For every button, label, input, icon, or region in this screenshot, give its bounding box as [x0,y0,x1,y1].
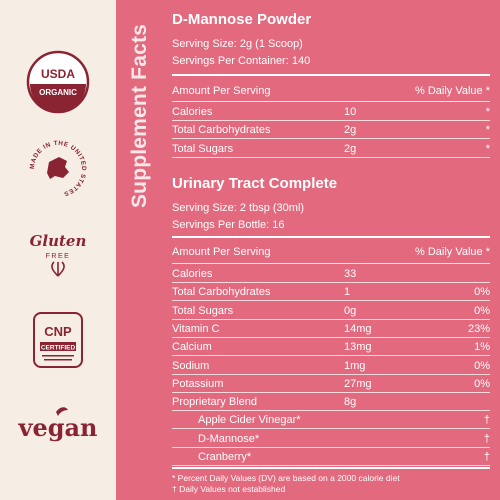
product1-title: D-Mannose Powder [172,11,312,28]
table-row [172,283,490,301]
table-row [172,103,490,121]
nutrient-amount: 8g [344,396,357,409]
free-text: FREE [45,253,71,260]
divider [172,101,490,102]
nutrient-name: Potassium [172,377,224,390]
nutrient-dv: 0% [474,359,490,372]
product2-serving-size: Serving Size: 2 tbsp (30ml) [172,202,305,214]
footnote-not-established: † Daily Values not established [172,484,286,494]
divider [172,263,490,264]
nutrient-dv: 0% [474,377,490,390]
nutrient-amount: 33 [344,268,357,280]
nutrient-dv: * [485,142,490,155]
footnote-dv: * Percent Daily Values (DV) are based on a 2000 calorie diet [172,473,400,483]
cnp-certified-badge [0,310,116,370]
table-row [172,393,490,411]
table-row [172,430,490,448]
nutrient-dv: * [485,124,490,137]
dv-header: % Daily Value * [415,85,490,97]
nutrient-dv: † [483,451,490,463]
usda-organic-seal [0,50,116,114]
table-row [172,448,490,466]
product2-title: Urinary Tract Complete [172,175,338,192]
nutrient-name: Cranberry* [198,451,252,463]
side-title-text: Supplement Facts [128,23,151,209]
nutrient-dv: * [485,106,490,118]
table-row [172,121,490,139]
cnp-text: CNP [44,324,72,339]
divider [172,467,490,469]
table-row [172,265,490,283]
made-in-usa-text: MADE IN THE UNITED STATES [28,139,88,198]
vegan-badge [0,400,116,450]
usda-text: USDA [40,67,76,81]
organic-text: ORGANIC [39,88,77,97]
table-row [172,302,490,320]
product1-serving-size: Serving Size: 2g (1 Scoop) [172,38,303,50]
product1-servings-per: Servings Per Container: 140 [172,55,311,67]
dv-header: % Daily Value * [415,246,490,258]
row-divider [172,157,490,158]
nutrient-dv: † [483,414,490,427]
nutrient-dv: 0% [474,304,490,317]
supplement-facts-vertical-title [116,0,164,500]
nutrient-amount: 1mg [344,359,366,372]
nutrient-name: Calories [172,268,213,280]
divider [172,236,490,238]
nutrient-amount: 1 [344,286,351,299]
nutrient-amount: 13mg [344,341,372,354]
nutrient-amount: 2g [344,124,357,137]
nutrient-name: Total Sugars [172,304,234,317]
row-divider [172,465,490,466]
nutrient-name: Calcium [172,341,212,354]
nutrient-name: Apple Cider Vinegar* [198,414,301,427]
made-in-usa-badge [0,138,116,200]
certified-text: CERTIFIED [40,344,76,352]
nutrient-name: Proprietary Blend [172,396,257,409]
nutrient-amount: 10 [344,106,357,118]
vegan-text: vegan [18,413,98,442]
table-row [172,357,490,375]
table-row [172,411,490,429]
supplement-facts-panel [164,0,500,500]
table-row [172,140,490,158]
product2-servings-per: Servings Per Bottle: 16 [172,219,285,231]
badge-column [0,0,116,500]
nutrient-name: Sodium [172,359,210,372]
nutrient-name: Total Sugars [172,142,234,155]
amount-header: Amount Per Serving [172,246,271,258]
nutrient-amount: 27mg [344,377,372,390]
product2-header [172,246,490,258]
table-row [172,338,490,356]
nutrient-name: Vitamin C [172,322,220,335]
table-row [172,375,490,393]
nutrient-amount: 2g [344,142,357,155]
gluten-text: Gluten [29,232,87,250]
amount-header: Amount Per Serving [172,85,271,97]
nutrient-dv: 1% [474,341,490,354]
nutrient-name: Total Carbohydrates [172,124,271,137]
nutrient-dv: 23% [467,322,490,335]
gluten-free-badge [0,224,116,280]
product1-header [172,85,490,97]
nutrient-name: Total Carbohydrates [172,286,271,299]
nutrient-name: D-Mannose* [198,432,260,445]
nutrient-amount: 0g [344,304,357,317]
nutrient-name: Calories [172,106,213,118]
table-row [172,320,490,338]
nutrient-dv: † [483,432,490,445]
nutrient-amount: 14mg [344,322,372,335]
nutrient-dv: 0% [474,286,490,299]
divider [172,74,490,76]
